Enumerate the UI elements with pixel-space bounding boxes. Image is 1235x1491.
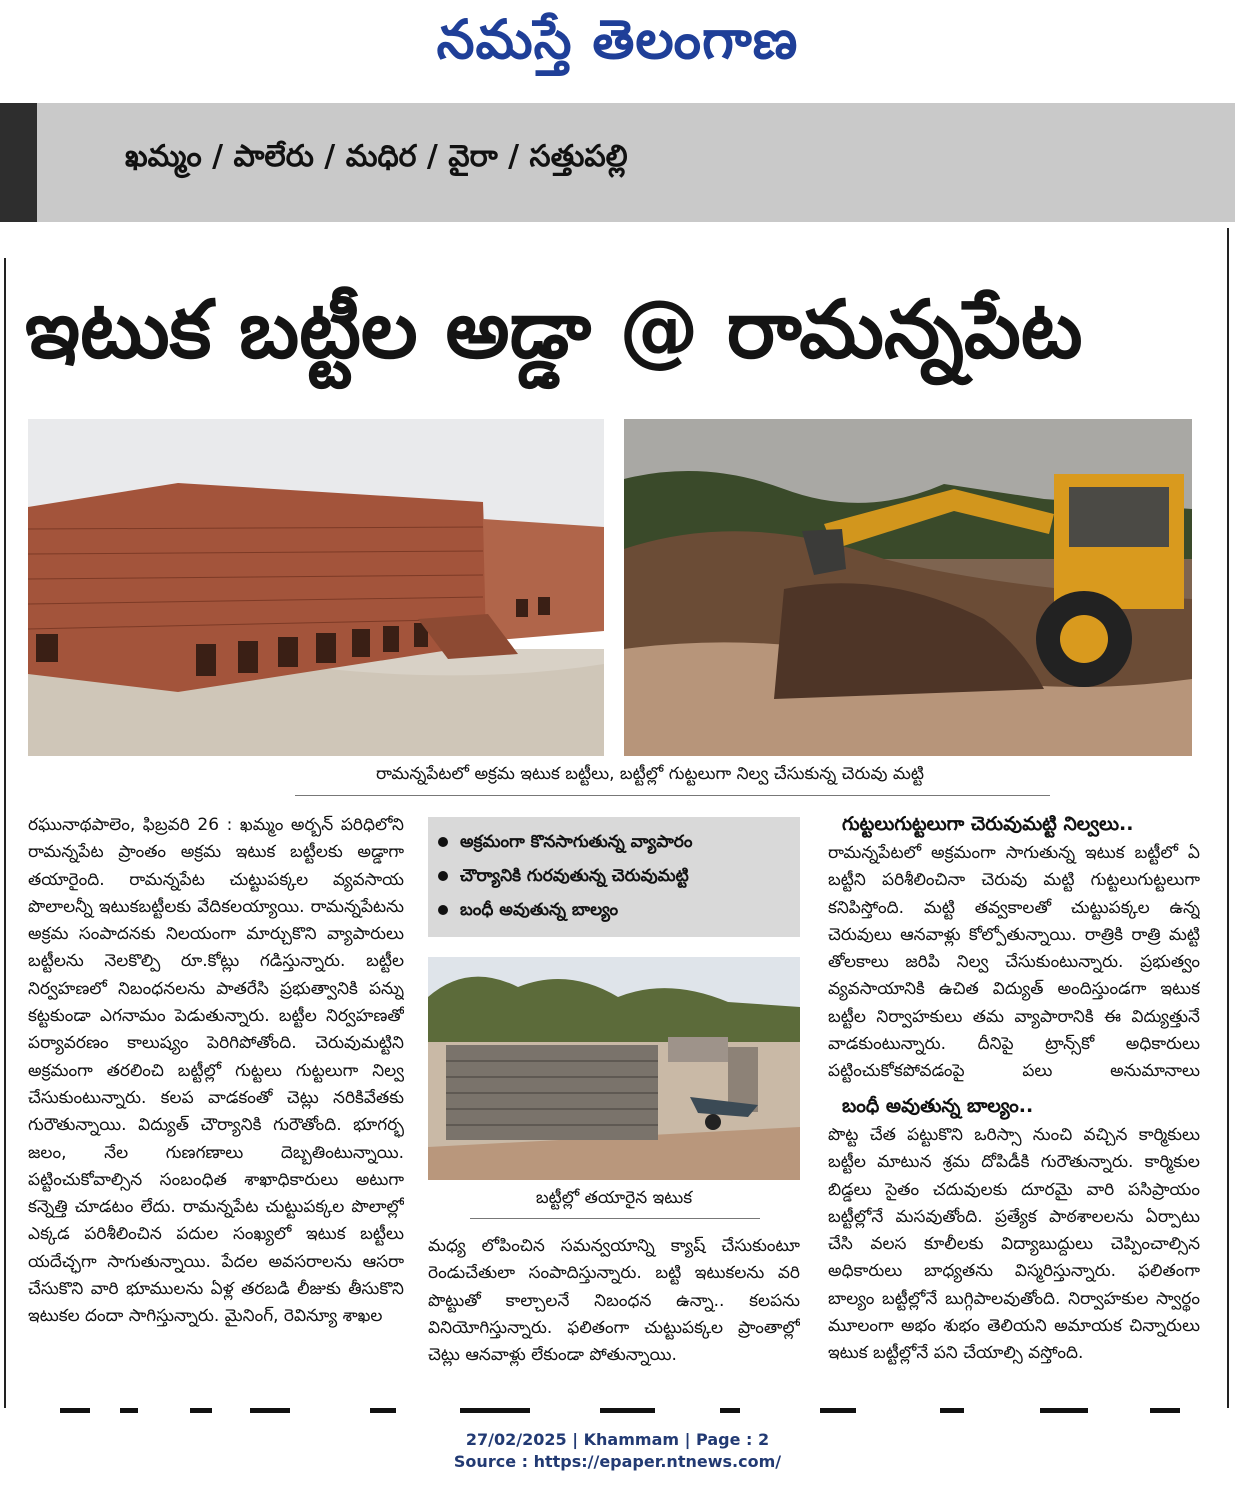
section-band xyxy=(0,103,1235,222)
section-label: ఖమ్మం / పాలేరు / మధిర / వైరా / సత్తుపల్లి xyxy=(125,139,628,174)
footer-date-line: 27/02/2025 | Khammam | Page : 2 xyxy=(465,1430,770,1449)
article-body-middle: మధ్య లోపించిన సమన్వయాన్ని క్యాష్ చేసుకుంటూ రెండుచేతులా సంపాదిస్తున్నారు. బట్టి ఇటుకలను వరి పొట్టుతో కాల్చాలనే నిబంధన ఉన్నా.. కలపను వినియోగిస్తున్నారు. ఫలితంగా చుట్టుపక్కల ప్రాంతాల్లో చెట్లు ఆనవాళ్లు లేకుండా పోతున్నాయి. xyxy=(428,1236,800,1366)
bullet-icon xyxy=(438,837,448,847)
highlight-item: అక్రమంగా కొనసాగుతున్న వ్యాపారం xyxy=(438,825,790,859)
highlights-box xyxy=(428,817,800,937)
article-headline: ఇటుక బట్టీల అడ్డా @ రామన్నపేట xyxy=(25,283,1083,376)
bullet-icon xyxy=(438,905,448,915)
highlight-item: చౌర్యానికి గురవుతున్న చెరువుమట్టి xyxy=(438,859,790,893)
masthead xyxy=(0,0,1235,100)
photo-caption-small: బట్టీల్లో తయారైన ఇటుక xyxy=(535,1188,693,1208)
article-body-left: రఘునాథపాలెం, ఫిబ్రవరి 26 : ఖమ్మం అర్బన్ పరిధిలోని రామన్నపేట ప్రాంతం అక్రమ ఇటుక బట్టీలకు అడ్డాగా తయారైంది. రామన్నపేట చుట్టుపక్కల వ్యవసాయ పొలాలన్నీ ఇటుకబట్టీలకు వేదికలయ్యాయి. రామన్నపేటను అక్రమ సంపాదనకు నిలయంగా మార్చుకొని వ్యాపారులు బట్టీలను నెలకొల్పి రూ.కోట్లు గడిస్తున్నారు. బట్టీల నిర్వహణలో నిబంధనలను పాతరేసి ప్రభుత్వానికి పన్ను కట్టకుండా ఎగనామం పెడుతున్నారు. బట్టీల నిర్వహణతో పర్యావరణం కాలుష్యం పెరిగిపోతోంది. చెరువుమట్టిని అక్రమంగా తరలించి బట్టీల్లో గుట్టలు గుట్టలుగా నిల్వ చేసుకుంటున్నారు. కలప వాడకంతో చెట్లు నరికివేతకు గురౌతున్నాయి. విద్యుత్ చౌర్యానికి గురౌతోంది. భూగర్భ జలం, నేల గుణగణాలు దెబ్బతింటున్నాయి. పట్టించుకోవాల్సిన సంబంధిత శాఖాధికారులు అటుగా కన్నెత్తి చూడటం లేదు. రామన్నపేట చుట్టుపక్కల పొలాల్లో ఎక్కడ పరిశీలించిన పదుల సంఖ్యలో ఇటుక బట్టీలు యదేచ్ఛగా సాగుతున్నాయి. పేదల అవసరాలను ఆసరా చేసుకొని వారి భూములను ఏళ్ల తరబడి లీజుకు తీసుకొని ఇటుకల దందా సాగిస్తున్నారు. మైనింగ్, రెవిన్యూ శాఖల xyxy=(28,815,404,1327)
excavator-photo xyxy=(624,419,1192,756)
bricks-photo xyxy=(428,957,800,1180)
bullet-icon xyxy=(438,871,448,881)
photo-caption-main: రామన్నపేటలో అక్రమ ఇటుక బట్టీలు, బట్టీల్లో గుట్టలుగా నిల్వ చేసుకున్న చెరువు మట్టి xyxy=(375,764,925,784)
article-body-right-1: రామన్నపేటలో అక్రమంగా సాగుతున్న ఇటుక బట్టీలో ఏ బట్టీని పరిశీలించినా చెరువు మట్టి గుట్టలుగుట్టలుగా కనిపిస్తోంది. మట్టి తవ్వకాలతో చుట్టుపక్కల ఉన్న చెరువులు ఆనవాళ్లు కోల్పోతున్నాయి. రాత్రికి రాత్రి మట్టి తోలకాలు జరిపి నిల్వ చేసుకుంటున్నారు. ప్రభుత్వం వ్యవసాయానికి ఉచిత విద్యుత్ అందిస్తుండగా ఇటుక బట్టీల నిర్వాహకులు తమ వ్యాపారానికి ఈ విద్యుత్తునే వాడకుంటున్నారు. దీనిపై ట్రాన్స్‌కో అధికారులు పట్టించుకోకపోవడంపై పలు అనుమానాలు xyxy=(828,843,1200,1082)
section-band-edge xyxy=(0,103,37,222)
subheading-soil-heaps: గుట్టలుగుట్టలుగా చెరువుమట్టి నిల్వలు.. xyxy=(842,813,1134,835)
caption-divider xyxy=(470,1218,760,1219)
newspaper-logo: నమస్తే తెలంగాణ xyxy=(436,8,799,71)
next-headline-cutoff xyxy=(0,1408,1235,1413)
kiln-photo xyxy=(28,419,604,756)
subheading-childhood: బంధీ అవుతున్న బాల్యం.. xyxy=(842,1095,1034,1117)
frame-border-right xyxy=(1227,228,1229,1408)
caption-divider xyxy=(295,795,1050,796)
footer-source-line: Source : https://epaper.ntnews.com/ xyxy=(453,1452,782,1471)
frame-border-left xyxy=(4,258,6,1408)
article-body-right-2: పొట్ట చేత పట్టుకొని ఒరిస్సా నుంచి వచ్చిన కార్మికులు బట్టీల మాటున శ్రమ దోపిడీకి గురౌతున్నారు. కార్మికుల బిడ్డలు సైతం చదువులకు దూరమై వారి పసిప్రాయం బట్టీల్లోనే మసవుతోంది. ప్రత్యేక పాఠశాలలను ఏర్పాటు చేసి వలస కూలీలకు విద్యాబుద్దులు చెప్పించాల్సిన అధికారులు బాధ్యతను విస్మరిస్తున్నారు. ఫలితంగా బాల్యం బట్టీల్లోనే బుగ్గిపాలవుతోంది. నిర్వాహకుల స్వార్థం మూలంగా అభం శుభం తెలియని అమాయక చిన్నారులు ఇటుక బట్టీల్లోనే పని చేయాల్సి వస్తోంది. xyxy=(828,1125,1200,1364)
highlight-item: బంధీ అవుతున్న బాల్యం xyxy=(438,893,790,927)
